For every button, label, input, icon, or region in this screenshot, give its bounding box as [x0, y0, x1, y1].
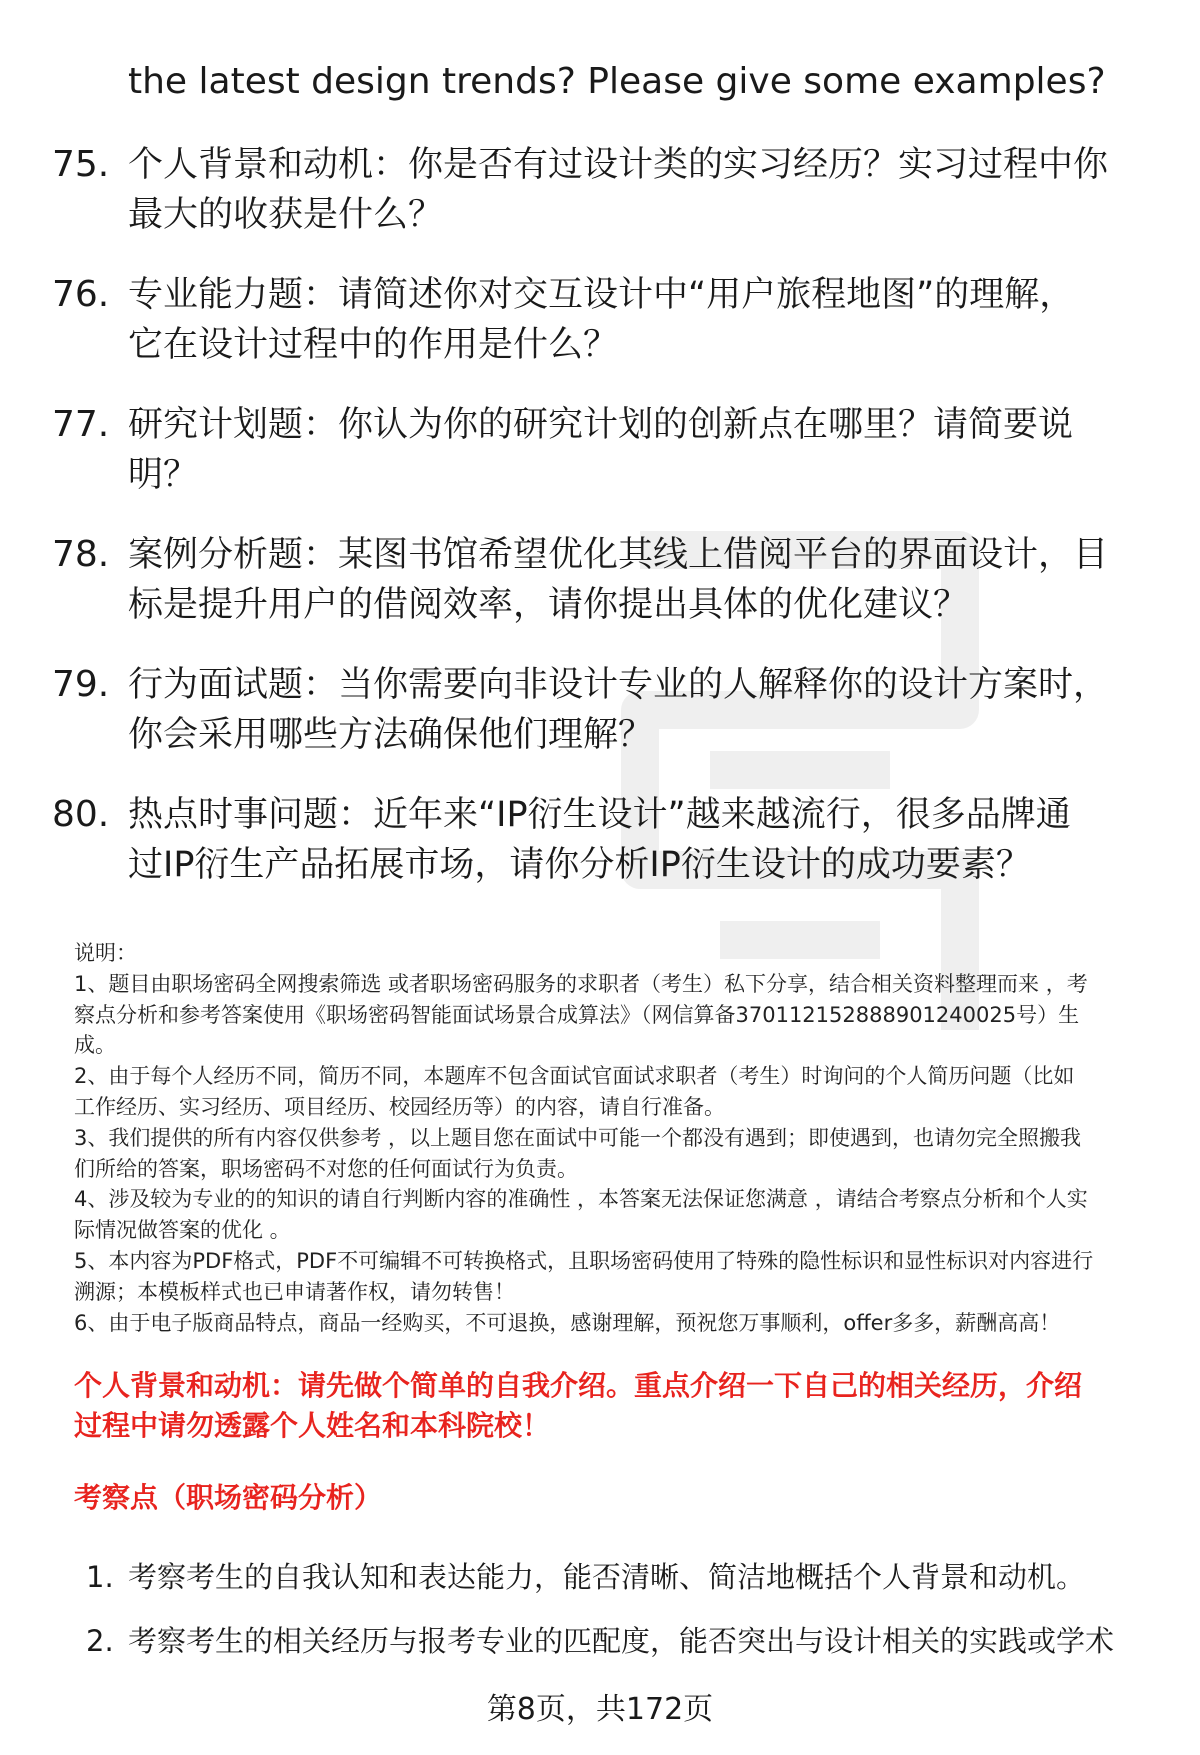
exam-point-item [0, 1621, 1200, 1685]
note-item: 3、我们提供的所有内容仅供参考 ，以上题目您在面试中可能一个都没有遇到；即使遇到，也请勿完全照搬我 们所给的答案，职场密码不对您的任何面试行为负责。 [74, 1125, 1082, 1181]
question-text: 行为面试题：当你需要向非设计专业的人解释你的设计方案时， 你会采用哪些方法确保他们理解？ [128, 665, 1109, 755]
question-list [0, 140, 1200, 920]
page-number-footer: 第8页，共172页 [486, 1692, 714, 1727]
question-text: 个人背景和动机：你是否有过设计类的实习经历？实习过程中你 最大的收获是什么？ [128, 145, 1109, 235]
question-number: 79. [52, 664, 110, 705]
note-item: 1、题目由职场密码全网搜索筛选 或者职场密码服务的求职者（考生）私下分享，结合相关资料整理而来 ，考 察点分析和参考答案使用《职场密码智能面试场景合成算法》（网信算备370112152888901240025号）生 成。 [74, 971, 1088, 1058]
question-number: 75. [52, 144, 110, 185]
note-item: 4、涉及较为专业的的知识的请自行判断内容的准确性 ，本答案无法保证您满意 ，请结合考察点分析和个人实 际情况做答案的优化 。 [74, 1187, 1088, 1243]
exam-points-list [0, 1557, 1200, 1685]
note-item: 2、由于每个人经历不同，简历不同，本题库不包含面试官面试求职者（考生）时询问的个人简历问题（比如 工作经历、实习经历、项目经历、校园经历等）的内容，请自行准备。 [74, 1064, 1075, 1119]
exam-point-number: 1. [86, 1560, 114, 1594]
exam-points-heading: 考察点（职场密码分析） [74, 1481, 383, 1514]
question-item [0, 270, 1200, 400]
question-number: 80. [52, 794, 110, 835]
question-item [0, 660, 1200, 790]
question-number: 77. [52, 404, 110, 445]
question-text: 专业能力题：请简述你对交互设计中“用户旅程地图”的理解， 它在设计过程中的作用是什么？ [128, 275, 1075, 365]
exam-point-number: 2. [86, 1624, 114, 1658]
question-number: 76. [52, 274, 110, 315]
question-item [0, 140, 1200, 270]
exam-point-text: 考察考生的相关经历与报考专业的匹配度，能否突出与设计相关的实践或学术 [128, 1624, 1115, 1658]
question-item [0, 530, 1200, 660]
question-item [0, 400, 1200, 530]
question-number: 78. [52, 534, 110, 575]
note-item: 6、由于电子版商品特点，商品一经购买，不可退换，感谢理解，预祝您万事顺利，offer多多，薪酬高高！ [74, 1310, 1061, 1335]
exam-point-text: 考察考生的自我认知和表达能力，能否清晰、简洁地概括个人背景和动机。 [128, 1560, 1086, 1594]
note-item: 5、本内容为PDF格式，PDF不可编辑不可转换格式，且职场密码使用了特殊的隐性标识和显性标识对内容进行 溯源；本模板样式也已申请著作权，请勿转售！ [74, 1248, 1094, 1304]
question-text: 热点时事问题：近年来“IP衍生设计”越来越流行，很多品牌通 过IP衍生产品拓展市场，请你分析IP衍生设计的成功要素？ [128, 795, 1071, 885]
question-item [0, 790, 1200, 920]
question-text: 研究计划题：你认为你的研究计划的创新点在哪里？请简要说 明？ [128, 405, 1074, 495]
exam-point-item [0, 1557, 1200, 1621]
notes-block [74, 938, 1164, 1338]
continued-question-text: the latest design trends? Please give some examples? [128, 61, 1106, 102]
section-heading: 个人背景和动机：请先做个简单的自我介绍。重点介绍一下自己的相关经历，介绍 过程中请勿透露个人姓名和本科院校！ [74, 1369, 1083, 1442]
notes-title: 说明： [74, 941, 137, 965]
question-text: 案例分析题：某图书馆希望优化其线上借阅平台的界面设计，目 标是提升用户的借阅效率，请你提出具体的优化建议？ [128, 535, 1109, 625]
